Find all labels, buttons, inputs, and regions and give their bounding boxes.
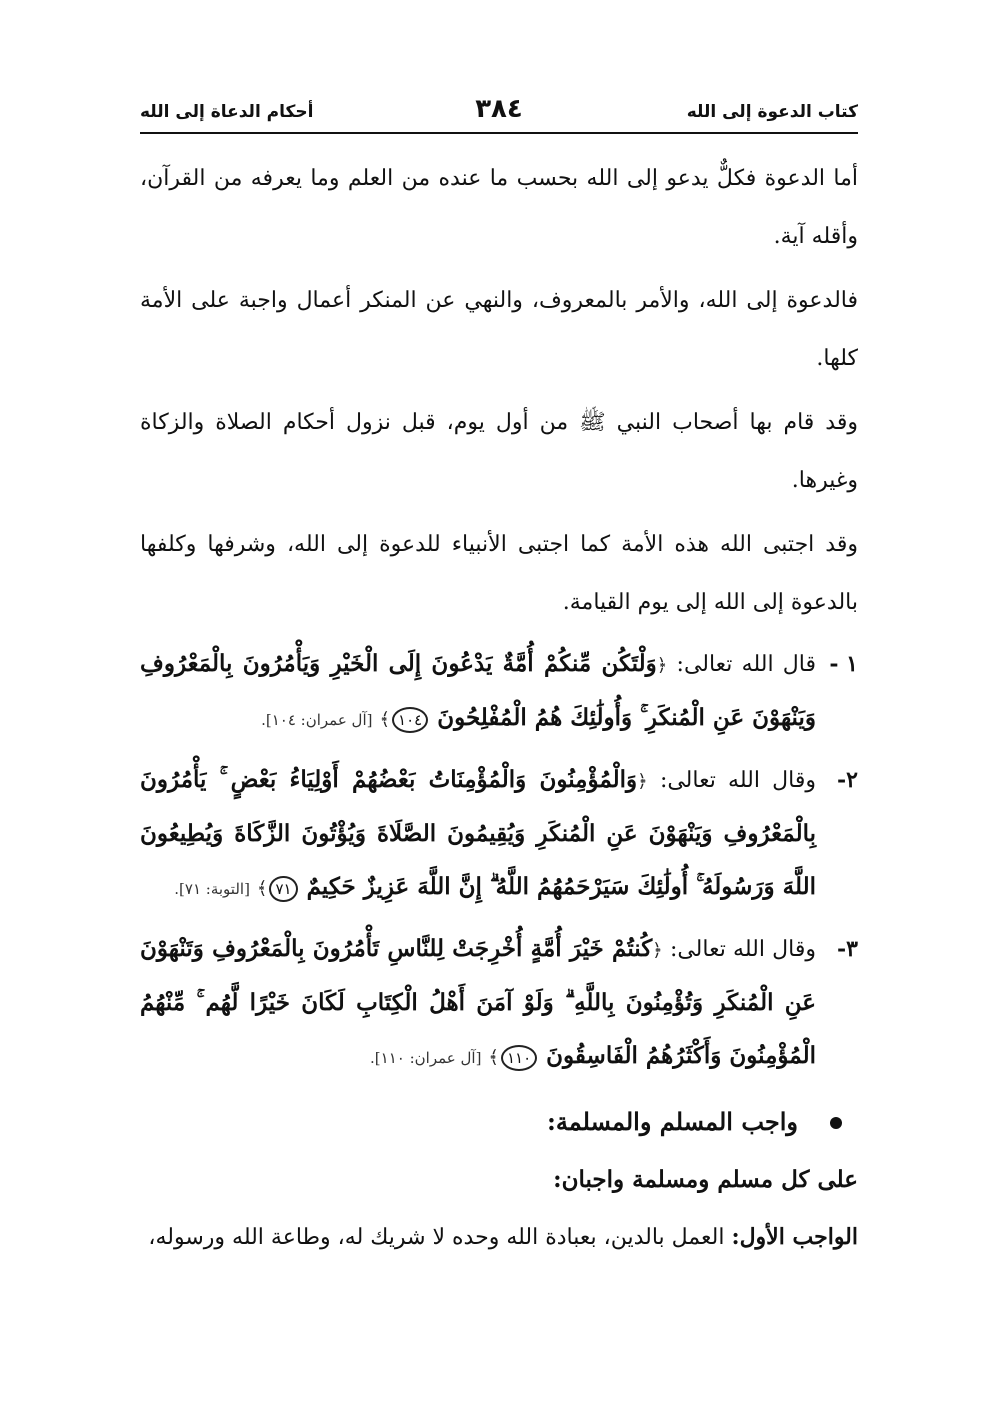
book-title: كتاب الدعوة إلى الله bbox=[686, 102, 858, 122]
chapter-title: أحكام الدعاة إلى الله bbox=[140, 102, 314, 122]
verse-reference: [آل عمران: ١٠٤]. bbox=[261, 711, 373, 729]
verse-intro: وقال الله تعالى: bbox=[669, 937, 817, 962]
verse-item bbox=[140, 754, 858, 915]
quran-text: كُنتُمْ خَيْرَ أُمَّةٍ أُخْرِجَتْ لِلنَّاسِ تَأْمُرُونَ بِالْمَعْرُوفِ وَتَنْهَوْنَ عَنِ الْمُنكَرِ وَتُؤْمِنُونَ بِاللَّهِ ۗ وَلَوْ آمَنَ أَهْلُ الْكِتَابِ لَكَانَ خَيْرًا لَّهُم ۚ مِّنْهُمُ الْمُؤْمِنُونَ وَأَكْثَرُهُمُ الْفَاسِقُونَ bbox=[140, 935, 816, 1069]
ornate-bracket-close-icon: ﴾ bbox=[488, 1047, 499, 1068]
page-number: ٣٨٤ bbox=[475, 94, 523, 124]
bullet-icon bbox=[830, 1117, 842, 1129]
duty-label: الواجب الأول: bbox=[731, 1224, 858, 1250]
paragraph: أما الدعوة فكلٌّ يدعو إلى الله بحسب ما عنده من العلم وما يعرفه من القرآن، وأقله آية. bbox=[140, 166, 858, 249]
verse-item bbox=[140, 923, 858, 1084]
paragraph: فالدعوة إلى الله، والأمر بالمعروف، والنهي عن المنكر أعمال واجبة على الأمة كلها. bbox=[140, 288, 858, 371]
paragraph: وقد قام بها أصحاب النبي ﷺ من أول يوم، قبل نزول أحكام الصلاة والزكاة وغيرها. bbox=[140, 410, 858, 493]
verse-number: ٢- bbox=[837, 767, 858, 793]
ornate-bracket-open-icon: ﴿ bbox=[652, 940, 663, 961]
verse-item bbox=[140, 638, 858, 746]
ornate-bracket-close-icon: ﴾ bbox=[379, 709, 391, 730]
page-body bbox=[140, 150, 858, 1267]
ornate-bracket-open-icon: ﴿ bbox=[637, 771, 648, 792]
page-header bbox=[140, 88, 858, 134]
duty-text: العمل بالدين، بعبادة الله وحده لا شريك له، وطاعة الله ورسوله، bbox=[148, 1225, 725, 1250]
verse-reference: [آل عمران: ١١٠]. bbox=[370, 1049, 482, 1067]
section-heading bbox=[140, 1092, 858, 1152]
verse-number: ٣- bbox=[837, 936, 858, 962]
verse-intro: قال الله تعالى: bbox=[676, 652, 816, 677]
ornate-bracket-open-icon: ﴿ bbox=[656, 655, 668, 676]
ayah-number: ٧١ bbox=[269, 876, 297, 902]
ayah-number: ١٠٤ bbox=[392, 707, 428, 733]
ayah-number: ١١٠ bbox=[501, 1045, 537, 1071]
paragraph-first-duty bbox=[140, 1208, 858, 1267]
quran-text: وَالْمُؤْمِنُونَ وَالْمُؤْمِنَاتُ بَعْضُهُمْ أَوْلِيَاءُ بَعْضٍ ۚ يَأْمُرُونَ بِالْمَعْرُوفِ وَيَنْهَوْنَ عَنِ الْمُنكَرِ وَيُقِيمُونَ الصَّلَاةَ وَيُؤْتُونَ الزَّكَاةَ وَيُطِيعُونَ اللَّهَ وَرَسُولَهُ ۚ أُولَٰئِكَ سَيَرْحَمُهُمُ اللَّهُ ۗ إِنَّ اللَّهَ عَزِيزٌ حَكِيمٌ bbox=[140, 766, 816, 900]
quran-text: وَلْتَكُن مِّنكُمْ أُمَّةٌ يَدْعُونَ إِلَى الْخَيْرِ وَيَأْمُرُونَ بِالْمَعْرُوفِ وَيَنْهَوْنَ عَنِ الْمُنكَرِ ۚ وَأُولَٰئِكَ هُمُ الْمُفْلِحُونَ bbox=[140, 650, 816, 731]
verse-intro: وقال الله تعالى: bbox=[659, 768, 816, 793]
verse-number: ١ - bbox=[829, 651, 858, 677]
section-subheading: على كل مسلم ومسلمة واجبان: bbox=[553, 1166, 858, 1193]
section-heading-text: واجب المسلم والمسلمة: bbox=[547, 1107, 798, 1136]
paragraph: وقد اجتبى الله هذه الأمة كما اجتبى الأنبياء للدعوة إلى الله، وشرفها وكلفها بالدعوة إلى الله إلى يوم القيامة. bbox=[140, 532, 858, 615]
verse-reference: [التوبة: ٧١]. bbox=[174, 880, 250, 898]
ornate-bracket-close-icon: ﴾ bbox=[256, 878, 268, 899]
